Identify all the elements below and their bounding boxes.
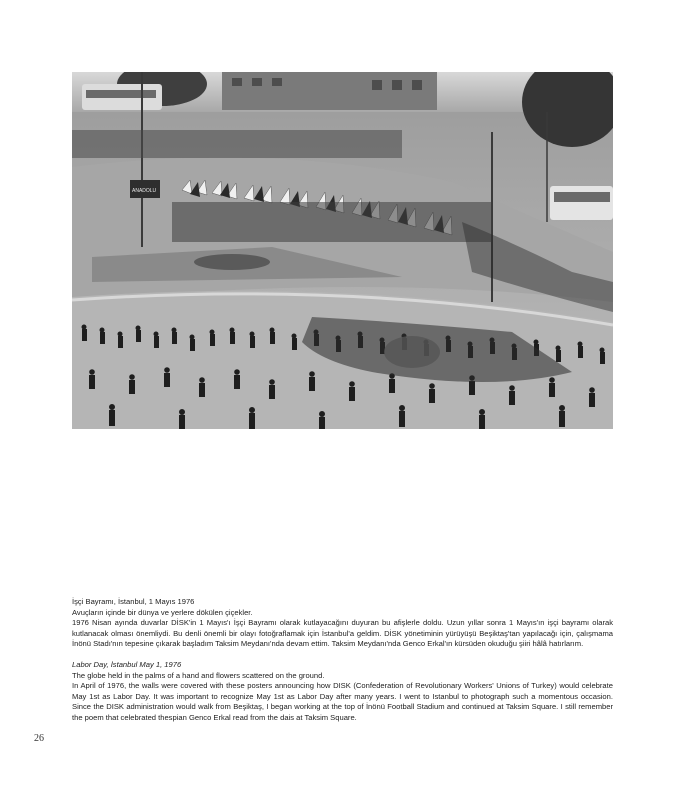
caption-title-en: Labor Day, İstanbul May 1, 1976	[72, 660, 182, 669]
page-number: 26	[34, 733, 44, 744]
caption-subtitle-tr: Avuçların içinde bir dünya ve yerlere dökülen çiçekler.	[72, 607, 253, 617]
caption-english	[72, 660, 613, 723]
crowd-photograph	[72, 72, 613, 429]
caption-turkish	[72, 597, 613, 650]
photograph-image	[72, 72, 613, 429]
caption-title-tr: İşçi Bayramı, İstanbul, 1 Mayıs 1976	[72, 597, 195, 606]
caption-subtitle-en: The globe held in the palms of a hand and flowers scattered on the ground.	[72, 670, 325, 680]
photo-caption	[72, 597, 613, 734]
street-sign-text: ANADOLU	[132, 188, 157, 194]
caption-body-tr: 1976 Nisan ayında duvarlar DİSK'in 1 Mayıs'ı İşçi Bayramı olarak kutlayacağını duyuran bu afişlerle doldu. Uzun yıllar sonra 1 Mayıs'ın işçi bayramı olarak kutlanacak olması önemliydi. Bu denli önemli bir olayı fotoğraflamak için İstanbul'a geldim. DİSK yönetiminin yürüyüşü Beşiktaş'tan yapılacağı için, çalışmama İnönü Stadı'nın tepesine çıkarak başladım Taksim Meydanı'nda devam ettim. Taksim Meydanı'nda Genco Erkal'ın kürsüden okuduğu şiiri hâlâ hatırlarım.	[72, 618, 613, 648]
caption-body-en: In April of 1976, the walls were covered with these posters announcing how DISK (Confederation of Revolutionary Workers' Unions of Turkey) would celebrate May 1st as Labor Day. It was important to recognize May 1st as Labor Day after many years. I went to Istanbul to photograph such a momentous occasion. Since the DISK administration would walk from Beşiktaş, I began working at the top of İnönü Football Stadium and continued at Taksim Square. I still remember the poem that celebrated thespian Genco Erkal read from the dais at Taksim Square.	[72, 681, 613, 722]
